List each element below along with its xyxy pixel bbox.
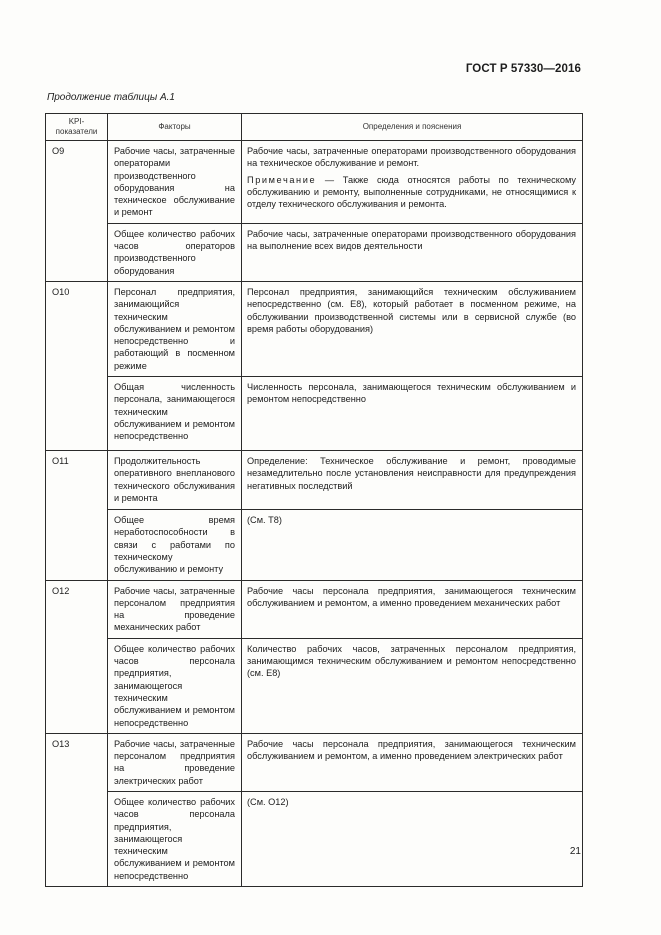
table-row [46,377,583,451]
factor-cell: Рабочие часы, затраченные операторами производственного оборудования на техническое обслуживание и ремонт [108,141,242,224]
kpi-code-cell: О13 [46,733,108,886]
table-row [46,580,583,638]
table-row [46,791,583,886]
factor-cell: Общее количество рабочих часов персонала предприятия, занимающегося техническим обслуживанием и ремонтом непосредственно [108,791,242,886]
kpi-code-cell: О12 [46,580,108,733]
kpi-code-cell: О9 [46,141,108,282]
column-header-factors: Факторы [108,114,242,141]
table-row [46,223,583,281]
factor-cell: Общая численность персонала, занимающегося техническим обслуживанием и ремонтом непосредственно [108,377,242,451]
definition-cell: Рабочие часы персонала предприятия, занимающегося техническим обслуживанием и ремонтом, а именно проведением электрических работ [242,733,583,791]
factor-cell: Рабочие часы, затраченные персоналом предприятия на проведение электрических работ [108,733,242,791]
definition-cell: Рабочие часы, затраченные операторами производственного оборудования на выполнение всех видов деятельности [242,223,583,281]
note-text [247,174,576,211]
definition-cell: Персонал предприятия, занимающийся техническим обслуживанием непосредственно (см. Е8), который работает в посменном режиме, на обслуживании производственной системы или в сервисной службе (во время работы оборудования) [242,281,583,376]
table-row [46,281,583,376]
factor-cell: Общее время неработоспособности в связи с работами по техническому обслуживанию и ремонту [108,510,242,580]
factor-cell: Продолжительность оперативного внепланового технического обслуживания и ремонта [108,451,242,510]
definition-cell: (См. О12) [242,791,583,886]
definition-cell: Численность персонала, занимающегося техническим обслуживанием и ремонтом непосредственно [242,377,583,451]
factor-cell: Персонал предприятия, занимающийся техническим обслуживанием и ремонтом непосредственно и работающий в посменном режиме [108,281,242,376]
factor-cell: Общее количество рабочих часов операторов производственного оборудования [108,223,242,281]
table-row [46,141,583,224]
table-row [46,638,583,733]
factor-cell: Рабочие часы, затраченные персоналом предприятия на проведение механических работ [108,580,242,638]
table-row [46,451,583,510]
definition-cell: Рабочие часы персонала предприятия, занимающегося техническим обслуживанием и ремонтом, а именно проведением механических работ [242,580,583,638]
definition-cell: (См. Т8) [242,510,583,580]
document-standard-number: ГОСТ Р 57330—2016 [465,63,581,75]
column-header-kpi: KPI- показатели [46,114,108,141]
column-header-definitions: Определения и пояснения [242,114,583,141]
kpi-table [45,113,583,887]
definition-cell: Определение: Техническое обслуживание и ремонт, проводимые незамедлительно после установления неисправности для предупреждения негативных последствий [242,451,583,510]
note-label: Примечание [247,174,317,185]
definition-cell: Количество рабочих часов, затраченных персоналом предприятия, занимающимся техническим обслуживанием и ремонтом непосредственно (см. Е8) [242,638,583,733]
note-body: — Также сюда относятся работы по техническому обслуживанию и ремонту, выполненные сотрудниками, не относящимися к отделу технического обслуживания и ремонта. [247,174,576,210]
factor-cell: Общее количество рабочих часов персонала предприятия, занимающегося техническим обслуживанием и ремонтом непосредственно [108,638,242,733]
table-caption: Продолжение таблицы А.1 [47,92,175,103]
kpi-code-cell: О10 [46,281,108,450]
table-row [46,510,583,580]
definition-text: Рабочие часы, затраченные операторами производственного оборудования на техническое обслуживание и ремонт. [247,146,576,169]
table-header-row [46,114,583,141]
definition-cell [242,141,583,224]
table-row [46,733,583,791]
kpi-code-cell: О11 [46,451,108,580]
page-number: 21 [569,846,581,857]
